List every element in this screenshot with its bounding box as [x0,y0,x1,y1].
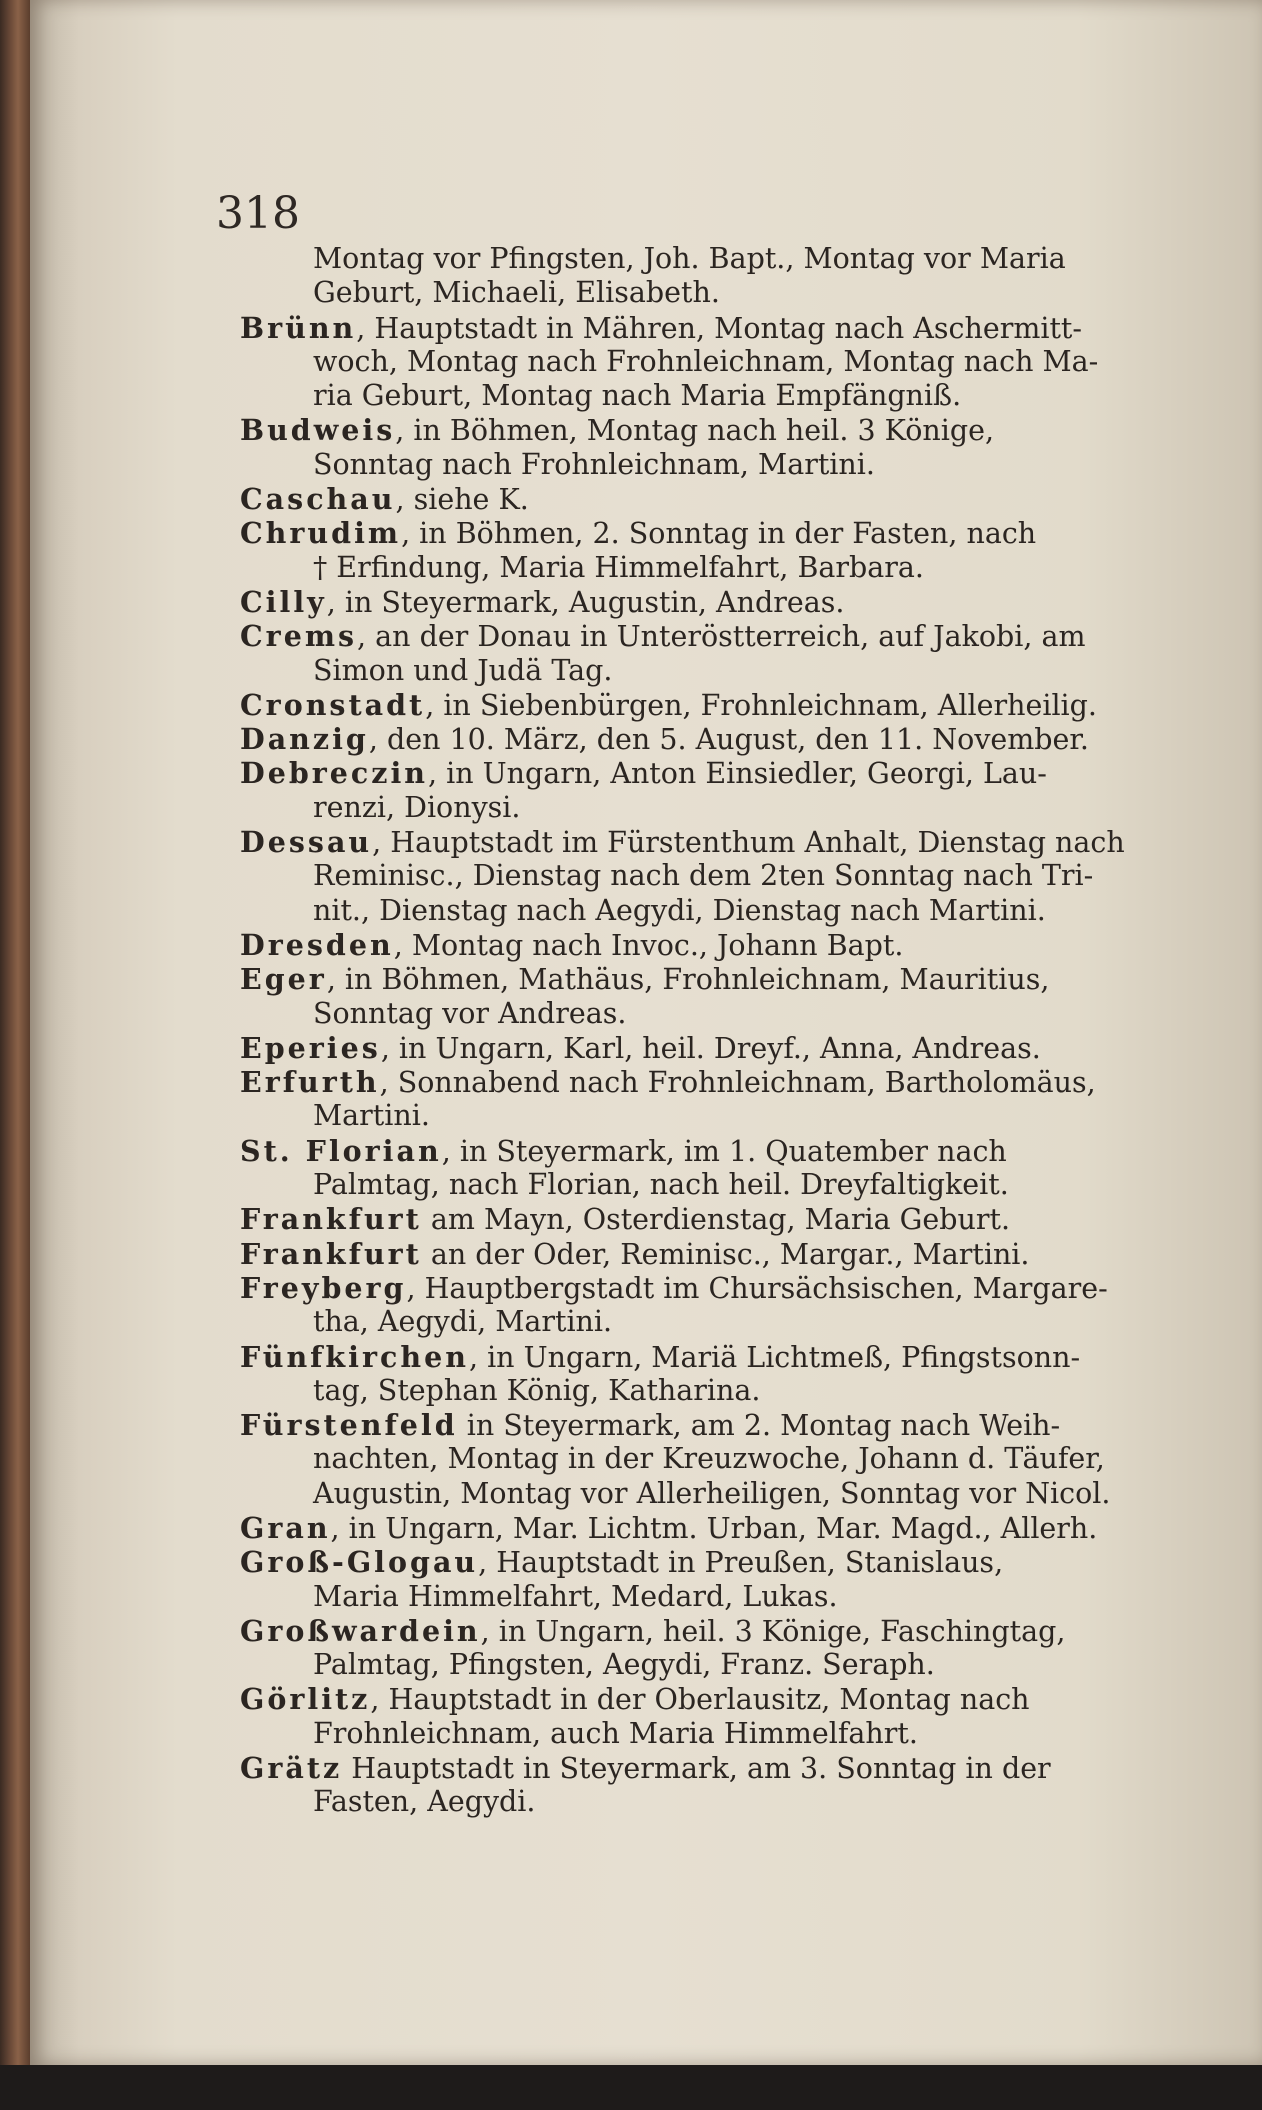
entry-text: , den 10. März, den 5. August, den 11. November. [368,723,1089,757]
city-name: Groß-Glogau [240,1545,479,1580]
city-name: Danzig [240,722,369,757]
entry-text: , in Steyermark, im 1. Quatember nach [441,1134,1007,1168]
entry-line [240,1614,1230,1648]
entry-line [240,722,1230,756]
entry-line [240,516,1230,550]
entry-continuation-line [240,276,1230,310]
book-page [30,0,1262,2065]
entry-line [240,619,1230,653]
entry-line [240,962,1230,996]
city-name: Frankfurt [240,1236,422,1271]
entry-continuation-line [240,1099,1230,1133]
entry-text: tag, Stephan König, Katharina. [313,1373,761,1407]
entry-text: , siehe K. [395,483,529,517]
entry-line [240,1065,1230,1099]
entry-line [240,242,1230,276]
book-spine [0,0,30,2110]
entry-line [240,756,1230,790]
entry-text: tha, Aegydi, Martini. [313,1305,613,1339]
entry-text: Simon und Judä Tag. [313,653,613,687]
city-name: Chrudim [240,516,402,551]
entry-text: , in Böhmen, Mathäus, Frohnleichnam, Mauritius, [326,963,1050,997]
entry-text: an der Oder, Reminisc., Margar., Martini. [421,1237,1030,1271]
entry-text: ria Geburt, Montag nach Maria Empfängniß. [313,379,962,413]
entry-text: Reminisc., Dienstag nach dem 2ten Sonntag nach Tri- [313,859,1094,893]
city-name: Fünfkirchen [240,1339,469,1374]
entry-continuation-line [240,791,1230,825]
entry-line [240,482,1230,516]
city-name: Eger [240,962,327,997]
entry-continuation-line [240,654,1230,688]
entry-continuation-line [240,1477,1230,1511]
city-name: Gran [240,1510,331,1545]
entry-text: , in Ungarn, Mar. Lichtm. Urban, Mar. Magd., Allerh. [330,1511,1098,1545]
entry-text: Maria Himmelfahrt, Medard, Lukas. [313,1579,838,1613]
entry-continuation-line [240,1717,1230,1751]
entry-text: Palmtag, Pfingsten, Aegydi, Franz. Seraph. [313,1648,935,1682]
entry-line [240,311,1230,345]
entry-text: woch, Montag nach Frohnleichnam, Montag nach Ma- [313,344,1099,378]
entry-text: , Hauptstadt in Mähren, Montag nach Aschermitt- [356,311,1083,345]
entry-text: , Hauptstadt im Fürstenthum Anhalt, Dienstag nach [372,826,1125,860]
entry-text: , Hauptbergstadt im Chursächsischen, Margare- [406,1271,1108,1305]
city-name: Crems [240,619,358,654]
fair-dates-text [240,242,1230,1820]
entry-text: Sonntag vor Andreas. [313,996,627,1030]
entry-text: Geburt, Michaeli, Elisabeth. [313,276,720,310]
entry-continuation-line [240,345,1230,379]
entry-text: , in Ungarn, Anton Einsiedler, Georgi, Lau- [428,757,1047,791]
entry-text: nachten, Montag in der Kreuzwoche, Johann d. Täufer, [313,1442,1105,1476]
city-name: Grätz [240,1751,343,1786]
entry-text: Palmtag, nach Florian, nach heil. Dreyfaltigkeit. [313,1168,1009,1202]
entry-line [240,585,1230,619]
entry-continuation-line [240,859,1230,893]
entry-text: , Hauptstadt in Preußen, Stanislaus, [478,1546,1004,1580]
entry-line [240,928,1230,962]
entry-text: Montag vor Pfingsten, Joh. Bapt., Montag vor Maria [313,242,1066,275]
entry-text: , Hauptstadt in der Oberlausitz, Montag nach [370,1683,1030,1717]
city-name: Großwardein [240,1613,481,1648]
entry-line [240,1134,1230,1168]
entry-line [240,413,1230,447]
entry-line [240,825,1230,859]
city-name: Caschau [240,482,396,517]
entry-line [240,688,1230,722]
entry-text: , in Ungarn, Karl, heil. Dreyf., Anna, Andreas. [380,1031,1041,1065]
city-name: Debreczin [240,756,429,791]
entry-text: Augustin, Montag vor Allerheiligen, Sonntag vor Nicol. [313,1476,1111,1510]
entry-text: , in Siebenbürgen, Frohnleichnam, Allerheilig. [425,688,1097,722]
entry-text: am Mayn, Osterdienstag, Maria Geburt. [421,1203,1011,1237]
entry-line [240,1511,1230,1545]
entry-text: renzi, Dionysi. [313,790,521,824]
entry-text: Fasten, Aegydi. [313,1785,536,1819]
entry-text: † Erfindung, Maria Himmelfahrt, Barbara. [313,550,924,584]
entry-text: in Steyermark, am 2. Montag nach Weih- [457,1409,1061,1443]
entry-line [240,1031,1230,1065]
entry-continuation-line [240,1305,1230,1339]
entry-continuation-line [240,379,1230,413]
entry-line [240,1545,1230,1579]
entry-line [240,1751,1230,1785]
entry-text: , an der Donau in Unteröstterreich, auf Jakobi, am [357,620,1086,654]
city-name: Dresden [240,927,394,962]
entry-continuation-line [240,1648,1230,1682]
city-name: Brünn [240,310,357,345]
entry-line [240,1408,1230,1442]
entry-continuation-line [240,1785,1230,1819]
entry-text: , Sonnabend nach Frohnleichnam, Bartholomäus, [379,1066,1096,1100]
entry-line [240,1202,1230,1236]
city-name: Cilly [240,584,327,619]
city-name: Erfurth [240,1065,380,1100]
city-name: Fürstenfeld [240,1408,458,1443]
page-number: 318 [216,188,300,239]
city-name: Frankfurt [240,1202,422,1237]
entry-text: Sonntag nach Frohnleichnam, Martini. [313,447,875,481]
entry-text: , in Ungarn, heil. 3 Könige, Faschingtag, [480,1614,1066,1648]
entry-continuation-line [240,1442,1230,1476]
city-name: Budweis [240,413,396,448]
city-name: Freyberg [240,1270,407,1305]
entry-line [240,1682,1230,1716]
entry-text: , in Böhmen, Montag nach heil. 3 Könige, [395,414,995,448]
city-name: Eperies [240,1030,381,1065]
city-name: Cronstadt [240,687,426,722]
entry-line [240,1271,1230,1305]
entry-text: , in Ungarn, Mariä Lichtmeß, Pfingstsonn- [468,1340,1081,1374]
city-name: Görlitz [240,1682,371,1717]
entry-text: Frohnleichnam, auch Maria Himmelfahrt. [313,1716,918,1750]
entry-text: , in Böhmen, 2. Sonntag in der Fasten, nach [401,517,1037,551]
entry-text: nit., Dienstag nach Aegydi, Dienstag nach Martini. [313,893,1046,927]
entry-continuation-line [240,997,1230,1031]
entry-continuation-line [240,1374,1230,1408]
entry-continuation-line [240,1168,1230,1202]
entry-text: Martini. [313,1099,430,1133]
entry-text: Hauptstadt in Steyermark, am 3. Sonntag in der [342,1752,1051,1786]
city-name: St. Florian [240,1133,442,1168]
entry-line [240,1237,1230,1271]
entry-continuation-line [240,551,1230,585]
entry-text: , Montag nach Invoc., Johann Bapt. [393,928,904,962]
entry-text: , in Steyermark, Augustin, Andreas. [326,585,845,619]
entry-line [240,1340,1230,1374]
entry-continuation-line [240,1580,1230,1614]
entry-continuation-line [240,448,1230,482]
city-name: Dessau [240,825,373,860]
entry-continuation-line [240,894,1230,928]
scan-background [0,2065,1262,2110]
